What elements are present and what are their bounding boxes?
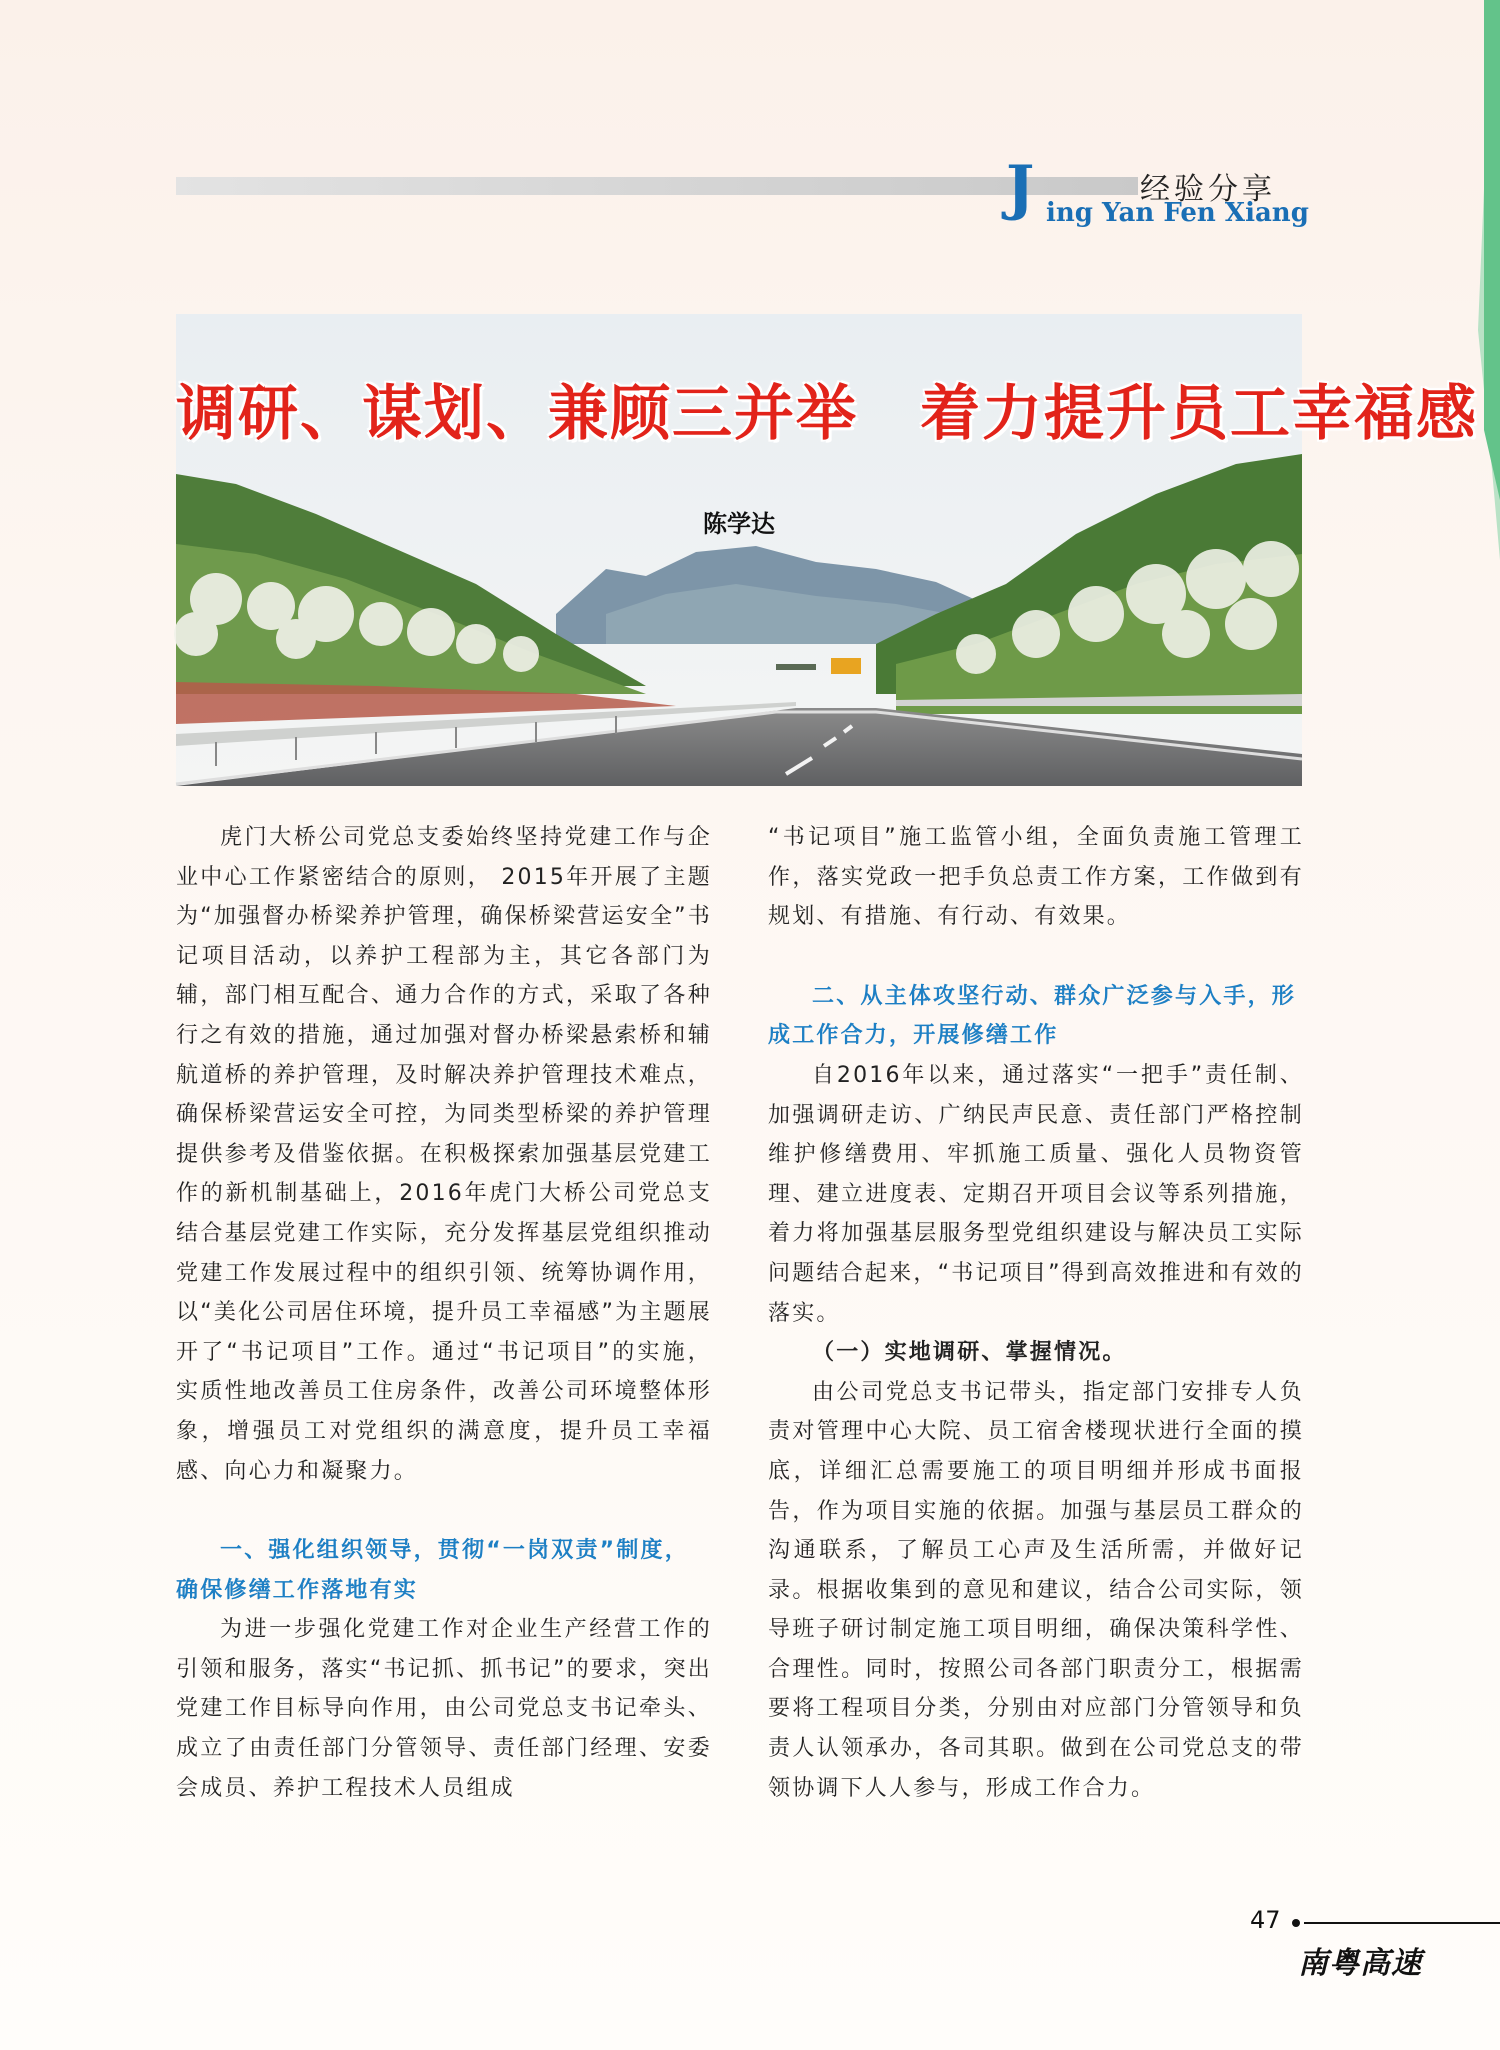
paragraph: 为进一步强化党建工作对企业生产经营工作的引领和服务，落实“书记抓、抓书记”的要求，突出党建工作目标导向作用，由公司党总支书记牵头、成立了由责任部门分管领导、责任部门经理、安委会成员、养护工程技术人员组成 xyxy=(176,1617,712,1801)
paragraph: 虎门大桥公司党总支委始终坚持党建工作与企业中心工作紧密结合的原则， 2015年开展了主题为“加强督办桥梁养护管理，确保桥梁营运安全”书记项目活动，以养护工程部为主，其它各部门为辅，部门相互配合、通力合作的方式，采取了各种行之有效的措施，通过加强对督办桥梁悬索桥和辅航道桥的养护管理，及时解决养护管理技术难点，确保桥梁营运安全可控，为同类型桥梁的养护管理提供参考及借鉴依据。在积极探索加强基层党建工作的新机制基础上，2016年虎门大桥公司党总支结合基层党建工作实际，充分发挥基层党组织推动党建工作发展过程中的组织引领、统筹协调作用，以“美化公司居住环境，提升员工幸福感”为主题展开了“书记项目”工作。通过“书记项目”的实施，实质性地改善员工住房条件，改善公司环境整体形象，增强员工对党组织的满意度，提升员工幸福感、向心力和凝聚力。 xyxy=(176,825,712,1484)
article-author: 陈学达 xyxy=(703,510,775,538)
subsection-heading: （一）实地调研、掌握情况。 xyxy=(812,1340,1127,1366)
paragraph: 自2016年以来，通过落实“一把手”责任制、加强调研走访、广纳民声民意、责任部门严格控制维护修缮费用、牢抓施工质量、强化人员物资管理、建立进度表、定期召开项目会议等系列措施，着力将加强基层服务型党组织建设与解决员工实际问题结合起来，“书记项目”得到高效推进和有效的落实。 xyxy=(768,1062,1304,1326)
article-title: 调研、谋划、兼顾三并举 着力提升员工幸福感 xyxy=(176,379,1478,449)
section-initial: J xyxy=(1006,153,1035,223)
paragraph: 由公司党总支书记带头，指定部门安排专人负责对管理中心大院、员工宿舍楼现状进行全面的摸底，详细汇总需要施工的项目明细并形成书面报告，作为项目实施的依据。加强与基层员工群众的沟通联系，了解员工心声及生活所需，并做好记录。根据收集到的意见和建议，结合公司实际，领导班子研讨制定施工项目明细，确保决策科学性、合理性。同时，按照公司各部门职责分工，根据需要将工程项目分类，分别由对应部门分管领导和负责人认领承办，各司其职。做到在公司党总支的带领协调下人人参与，形成工作合力。 xyxy=(768,1379,1304,1801)
header-bar xyxy=(176,177,1138,195)
section-heading: 一、强化组织领导，贯彻“一岗双责”制度，确保修缮工作落地有实 xyxy=(176,1538,689,1603)
left-column xyxy=(176,818,712,1808)
page-rule xyxy=(1304,1922,1500,1924)
paragraph: “书记项目”施工监管小组，全面负责施工管理工作，落实党政一把手负总责工作方案，工作做到有规划、有措施、有行动、有效果。 xyxy=(768,825,1304,930)
section-heading: 二、从主体攻坚行动、群众广泛参与入手，形成工作合力，开展修缮工作 xyxy=(768,983,1297,1049)
section-title-en: ing Yan Fen Xiang xyxy=(1046,198,1309,228)
right-column xyxy=(768,818,1304,1808)
page-number: 47 xyxy=(1250,1906,1281,1934)
hero-image xyxy=(176,314,1478,786)
magazine-logo: 南粤高速 xyxy=(1298,1946,1422,1981)
page-dot xyxy=(1292,1919,1300,1927)
edge-stripe xyxy=(1440,0,1500,560)
section-title-cn: 经验分享 xyxy=(1140,172,1276,207)
